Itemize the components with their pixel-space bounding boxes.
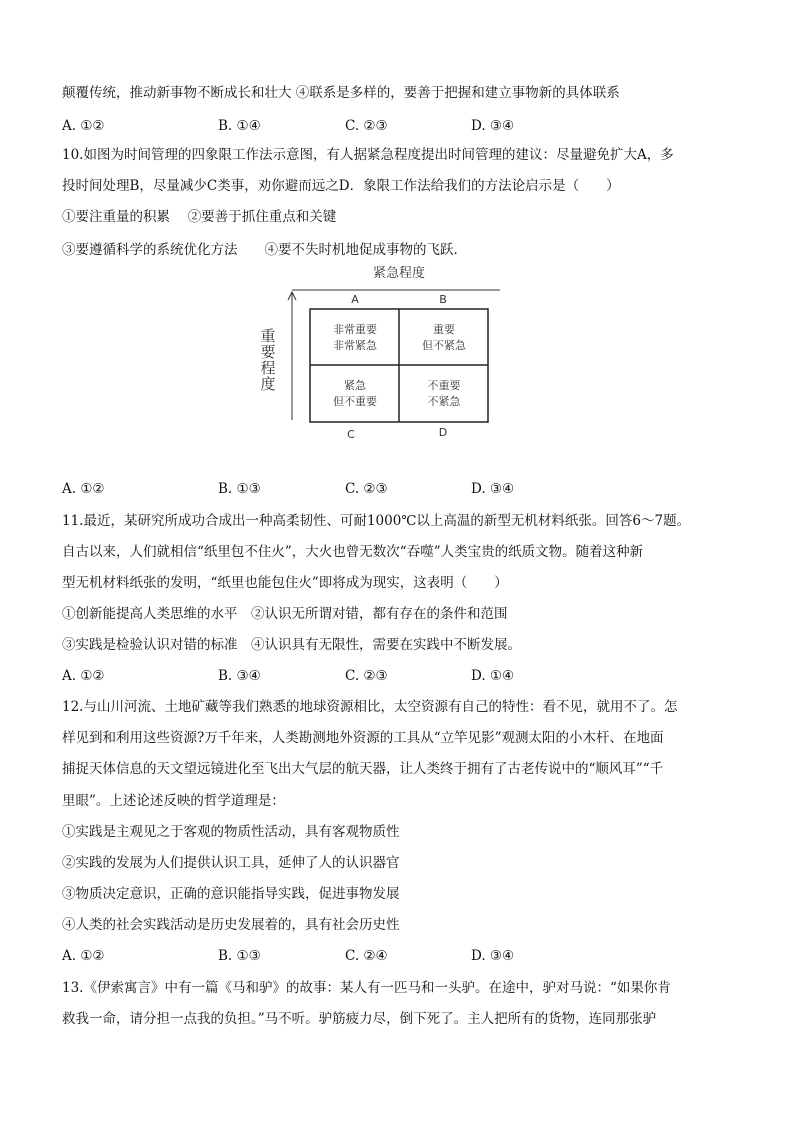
quadrant-b-text: 但不紧急 — [422, 339, 466, 352]
diagram-side-title-char: 度 — [260, 375, 276, 393]
quadrant-label-a: A — [351, 293, 359, 306]
quadrant-a-text: 非常重要 — [333, 323, 377, 336]
quadrant-label-d: D — [438, 426, 448, 439]
option-c[interactable]: C. ②③ — [345, 481, 388, 497]
question-11-text: 11.最近，某研究所成功合成出一种高柔韧性、可耐1000℃以上高温的新型无机材料纸张。回答6～7题。 — [62, 513, 691, 529]
statement-line: ③实践是检验认识对错的标准 ④认识具有无限性，需要在实践中不断发展。 — [62, 637, 521, 653]
quadrant-label-b: B — [439, 293, 447, 306]
option-a[interactable]: A. ①② — [62, 118, 105, 134]
diagram-top-title: 紧急程度 — [372, 266, 426, 281]
diagram-side-title-char: 要 — [260, 343, 276, 361]
statement-line: ②实践的发展为人们提供认识工具，延伸了人的认识器官 — [62, 855, 400, 871]
option-a[interactable]: A. ①② — [62, 948, 105, 964]
quadrant-a-text: 非常紧急 — [333, 339, 377, 352]
text-line: 救我一命，请分担一点我的负担。”马不听。驴筋疲力尽，倒下死了。主人把所有的货物，连同那张驴 — [62, 1011, 657, 1027]
text-line: 颠覆传统，推动新事物不断成长和壮大 ④联系是多样的，要善于把握和建立事物新的具体联系 — [62, 85, 620, 101]
option-b[interactable]: B. ①③ — [218, 481, 261, 497]
text-line: 投时间处理B，尽量减少C类事，劝你避而远之D．象限工作法给我们的方法论启示是（ ） — [62, 178, 620, 194]
option-a[interactable]: A. ①② — [62, 668, 105, 684]
option-d[interactable]: D. ③④ — [471, 481, 515, 497]
option-c[interactable]: C. ②③ — [345, 668, 388, 684]
quadrant-d-text: 不紧急 — [427, 395, 461, 408]
option-c[interactable]: C. ②④ — [345, 948, 388, 964]
statement-line: ③要遵循科学的系统优化方法 ④要不失时机地促成事物的飞跃． — [62, 242, 467, 258]
text-line: 捕捉天体信息的天文望远镜进化至飞出大气层的航天器，让人类终于拥有了古老传说中的“顺风耳”“千 — [62, 761, 664, 777]
option-b[interactable]: B. ①③ — [218, 948, 261, 964]
diagram-side-title-char: 程 — [260, 359, 276, 377]
quadrant-d-text: 不重要 — [427, 379, 461, 392]
option-d[interactable]: D. ③④ — [471, 118, 515, 134]
text-line: 样见到和利用这些资源?万千年来，人类勘测地外资源的工具从“立竿见影”观测太阳的小木杆、在地面 — [62, 730, 664, 746]
option-b[interactable]: B. ③④ — [218, 668, 261, 684]
arrow-up-icon — [288, 292, 296, 300]
statement-line: ①实践是主观见之于客观的物质性活动，具有客观物质性 — [62, 824, 400, 840]
statement-line: ④人类的社会实践活动是历史发展着的，具有社会历史性 — [62, 917, 400, 933]
quadrant-b-text: 重要 — [433, 323, 455, 336]
statement-line: ①要注重量的积累 ②要善于抓住重点和关键 — [62, 209, 337, 225]
quadrant-label-c: C — [347, 428, 355, 441]
question-13-text: 13.《伊索寓言》中有一篇《马和驴》的故事：某人有一匹马和一头驴。在途中，驴对马说：“如果你肯 — [62, 980, 671, 996]
option-d[interactable]: D. ①④ — [471, 668, 515, 684]
option-b[interactable]: B. ①④ — [218, 118, 261, 134]
statement-line: ③物质决定意识，正确的意识能指导实践，促进事物发展 — [62, 886, 400, 902]
statement-line: ①创新能提高人类思维的水平 ②认识无所谓对错，都有存在的条件和范围 — [62, 606, 508, 622]
text-line: 型无机材料纸张的发明，“纸里也能包住火”即将成为现实，这表明（ ） — [62, 575, 508, 591]
text-line: 自古以来，人们就相信“纸里包不住火”，大火也曾无数次“吞噬”人类宝贵的纸质文物。随着这种新 — [62, 544, 644, 560]
quadrant-c-text: 紧急 — [344, 379, 366, 392]
quadrant-grid-border — [310, 309, 488, 422]
diagram-side-title-char: 重 — [260, 327, 276, 345]
text-line: 里眼”。上述论述反映的哲学道理是： — [62, 793, 285, 809]
option-d[interactable]: D. ③④ — [471, 948, 515, 964]
option-c[interactable]: C. ②③ — [345, 118, 388, 134]
option-a[interactable]: A. ①② — [62, 481, 105, 497]
quadrant-c-text: 但不重要 — [333, 395, 377, 408]
question-10-text: 10.如图为时间管理的四象限工作法示意图，有人据紧急程度提出时间管理的建议：尽量避免扩大A，多 — [62, 147, 674, 163]
question-12-text: 12.与山川河流、土地矿藏等我们熟悉的地球资源相比，太空资源有自己的特性：看不见，就用不了。怎 — [62, 699, 678, 715]
